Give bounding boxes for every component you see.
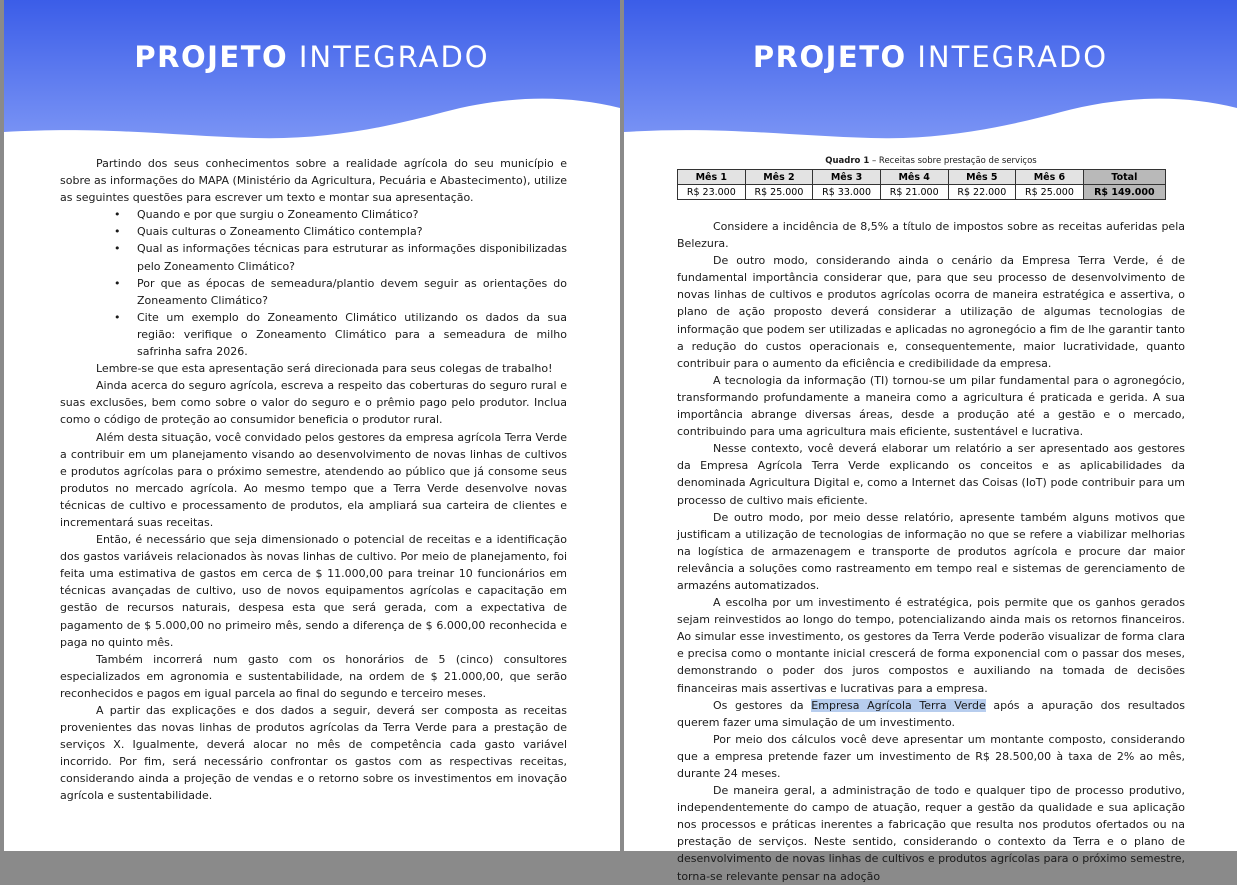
banner-title-strong: PROJETO [752, 40, 907, 74]
paragraph: Por meio dos cálculos você deve apresentar um montante composto, considerando que a empresa pretende fazer um investimento de R$ 28.500,00 à taxa de 2% ao mês, durante 24 meses. [677, 732, 1185, 780]
paragraph: Ainda acerca do seguro agrícola, escreva a respeito das coberturas do seguro rural e suas exclusões, bem como sobre o valor do seguro e o prêmio pago pelo produtor. Inclua como o código de proteção ao consumidor beneficia o produtor rural. [60, 379, 567, 427]
highlighted-text-selection[interactable]: Empresa Agrícola Terra Verde [811, 698, 986, 712]
revenue-table [677, 169, 1166, 200]
revenue-table-block [677, 154, 1185, 200]
banner-title-strong: PROJETO [134, 40, 289, 74]
page-header-banner [4, 0, 620, 150]
table-cell: R$ 25.000 [1016, 185, 1084, 200]
question-list [97, 206, 567, 360]
table-cell: R$ 21.000 [880, 185, 948, 200]
table-cell: R$ 25.000 [745, 185, 813, 200]
paragraph: A tecnologia da informação (TI) tornou-se um pilar fundamental para o agronegócio, transformando profundamente a maneira como a agricultura é praticada e gerida. A sua importância abrange diversas áreas, desde a produção até a gestão e o mercado, contribuindo para uma agricultura mais eficiente, sustentável e lucrativa. [677, 373, 1185, 439]
paragraph: A escolha por um investimento é estratégica, pois permite que os ganhos gerados sejam reinvestidos ao longo do tempo, potencializando ainda mais os retornos financeiros. Ao simular esse investimento, os gestores da Terra Verde poderão visualizar de forma clara e precisa como o montante inicial crescerá de forma exponencial com o passar dos meses, demonstrando o poder dos juros compostos e auxiliando na tomada de decisões financeiras mais assertivas e lucrativas para a empresa. [677, 596, 1185, 695]
question-item: • Cite um exemplo do Zoneamento Climático utilizando os dados da sua região: verifique o Zoneamento Climático para a semeadura de milho safrinha safra 2026. [97, 309, 567, 360]
page-header-banner [624, 0, 1237, 150]
paragraph: Também incorrerá num gasto com os honorários de 5 (cinco) consultores especializados em agronomia e sustentabilidade, na ordem de $ 21.000,00, que serão reconhecidos e pagos em igual parcela ao final do segundo e terceiro meses. [60, 652, 567, 700]
table-header-row [678, 170, 1166, 185]
table-cell: R$ 22.000 [948, 185, 1016, 200]
table-header-cell: Mês 5 [948, 170, 1016, 185]
table-caption [677, 154, 1185, 169]
question-item: • Qual as informações técnicas para estruturar as informações disponibilizadas pelo Zoneamento Climático? [97, 240, 567, 274]
banner-title-light: INTEGRADO [298, 40, 490, 74]
table-header-total: Total [1083, 170, 1165, 185]
question-item: • Por que as épocas de semeadura/plantio devem seguir as orientações do Zoneamento Climático? [97, 275, 567, 309]
paragraph [677, 697, 1185, 731]
banner-wave-shape [4, 0, 620, 150]
paragraph: Então, é necessário que seja dimensionado o potencial de receitas e a identificação dos gastos variáveis relacionados às novas linhas de cultivo. Por meio de planejamento, foi feita uma estimativa de gastos em cerca de $ 11.000,00 para treinar 10 funcionários em técnicas avançadas de cultivo, uso de novos equipamentos agrícolas e capacitação em gestão de recursos naturais, despesa esta que será gerada, com a expectativa de pagamento de $ 5.000,00 no primeiro mês, sendo a diferença de $ 6.000,00 reconhecida e paga no quinto mês. [60, 533, 567, 649]
question-item: • Quando e por que surgiu o Zoneamento Climático? [97, 206, 567, 223]
table-row [678, 185, 1166, 200]
question-item: • Quais culturas o Zoneamento Climático contempla? [97, 223, 567, 240]
document-page-left [4, 0, 620, 851]
table-header-cell: Mês 4 [880, 170, 948, 185]
table-header-cell: Mês 6 [1016, 170, 1084, 185]
table-caption-text: – Receitas sobre prestação de serviços [869, 156, 1037, 166]
right-page-text [677, 218, 1185, 885]
banner-title-light: INTEGRADO [917, 40, 1109, 74]
table-cell: R$ 33.000 [813, 185, 881, 200]
banner-title [624, 40, 1237, 74]
left-page-text [60, 155, 567, 805]
table-header-cell: Mês 1 [678, 170, 746, 185]
table-header-cell: Mês 2 [745, 170, 813, 185]
table-header-cell: Mês 3 [813, 170, 881, 185]
paragraph-text: após a apuração dos resultados querem fazer uma simulação de um investimento. [677, 698, 1186, 729]
paragraph: Considere a incidência de 8,5% a título de impostos sobre as receitas auferidas pela Belezura. [677, 220, 1185, 251]
paragraph: Além desta situação, você convidado pelos gestores da empresa agrícola Terra Verde a contribuir em um planejamento visando ao desenvolvimento de novas linhas de cultivos e produtos agrícolas para o próximo semestre, atendendo ao público que já consome seus produtos no mercado agrícola. Ao mesmo tempo que a Terra Verde desenvolve novas técnicas de cultivo e processamento de produtos, ela ampliará sua carteira de clientes e incrementará suas receitas. [60, 430, 567, 529]
intro-paragraph: Partindo dos seus conhecimentos sobre a realidade agrícola do seu município e sobre as informações do MAPA (Ministério da Agricultura, Pecuária e Abastecimento), utilize as seguintes questões para escrever um texto e montar sua apresentação. [60, 157, 567, 205]
table-cell-total: R$ 149.000 [1083, 185, 1165, 200]
table-cell: R$ 23.000 [678, 185, 746, 200]
table-caption-label: Quadro 1 [825, 156, 870, 166]
paragraph: De maneira geral, a administração de todo e qualquer tipo de processo produtivo, independentemente do campo de atuação, requer a gestão da qualidade e sua aplicação nos processos e práticas inerentes a fabricação que resulta nos produtos ofertados ou na prestação de serviços. Neste sentido, considerando o contexto da Terra e o plano de desenvolvimento de novas linhas de cultivos e produtos agrícolas para o próximo semestre, torna-se relevante pensar na adoção [677, 784, 1185, 883]
paragraph: Lembre-se que esta apresentação será direcionada para seus colegas de trabalho! [96, 362, 553, 376]
paragraph: Nesse contexto, você deverá elaborar um relatório a ser apresentado aos gestores da Empresa Agrícola Terra Verde explicando os conceitos e as aplicabilidades da denominada Agricultura Digital e, como a Internet das Coisas (IoT) pode contribuir para um processo de cultivo mais eficiente. [677, 442, 1185, 507]
banner-title [4, 40, 620, 74]
document-page-right [624, 0, 1237, 883]
paragraph: De outro modo, considerando ainda o cenário da Empresa Terra Verde, é de fundamental importância considerar que, para que seu processo de desenvolvimento de novas linhas de cultivos e produtos agrícolas ocorra de maneira estratégica e assertiva, o plano de ação proposto deverá considerar a utilização de algumas tecnologias de informação que podem ser utilizadas e aplicadas no agronegócio a fim de lhe garantir tanto a redução do custos operacionais e, consequentemente, maior lucratividade, quanto contribuir para o aumento da eficiência e credibilidade da empresa. [677, 254, 1185, 370]
banner-wave-shape [624, 0, 1237, 150]
paragraph: A partir das explicações e dos dados a seguir, deverá ser composta as receitas provenientes das novas linhas de produtos agrícolas da Terra Verde para a prestação de serviços X. Igualmente, deverá alocar no mês de competência cada gasto variável incorrido. Por fim, será necessário confrontar os gastos com as respectivas receitas, considerando ainda a projeção de vendas e o retorno sobre os investimentos em inovação agrícola e sustentabilidade. [60, 704, 567, 803]
paragraph: De outro modo, por meio desse relatório, apresente também alguns motivos que justificam a utilização de tecnologias de informação no que se refere a viabilizar melhorias na logística de armazenagem e transporte de produtos agrícola e procure dar maior relevância a soluções como rastreamento em tempo real e sistemas de gerenciamento de armazéns automatizados. [677, 510, 1185, 592]
paragraph-text: Os gestores da [713, 698, 812, 712]
